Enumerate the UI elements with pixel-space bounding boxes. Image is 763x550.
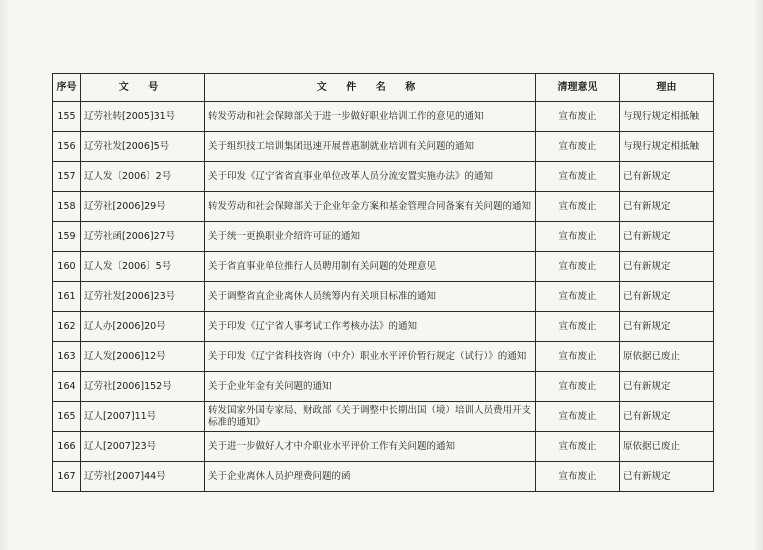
header-file-name: 文 件 名 称 [205,74,536,102]
row-file-name: 关于印发《辽宁省科技咨询（中介）职业水平评价暂行规定（试行）》的通知 [205,342,536,372]
row-opinion: 宣布废止 [536,402,620,432]
row-reason: 原依据已废止 [620,342,714,372]
row-file-name: 关于印发《辽宁省人事考试工作考核办法》的通知 [205,312,536,342]
row-file-name: 关于企业年金有关问题的通知 [205,372,536,402]
row-number: 157 [53,162,81,192]
row-opinion: 宣布废止 [536,102,620,132]
header-reason: 理由 [620,74,714,102]
row-opinion: 宣布废止 [536,342,620,372]
row-reason: 原依据已废止 [620,432,714,462]
table-row [53,462,714,492]
table-row [53,282,714,312]
row-opinion: 宣布废止 [536,192,620,222]
row-number: 160 [53,252,81,282]
row-file-name: 转发劳动和社会保障部关于进一步做好职业培训工作的意见的通知 [205,102,536,132]
row-number: 164 [53,372,81,402]
row-doc-number: 辽人[2007]23号 [81,432,205,462]
row-reason: 与现行规定相抵触 [620,132,714,162]
table-row [53,252,714,282]
row-doc-number: 辽人发〔2006〕2号 [81,162,205,192]
header-opinion: 清理意见 [536,74,620,102]
row-file-name: 关于企业离休人员护理费问题的函 [205,462,536,492]
table-row [53,162,714,192]
table-row [53,102,714,132]
row-doc-number: 辽劳社发[2006]23号 [81,282,205,312]
row-file-name: 关于组织技工培训集团迅速开展普惠制就业培训有关问题的通知 [205,132,536,162]
row-opinion: 宣布废止 [536,222,620,252]
table-row [53,402,714,432]
header-row [53,74,714,102]
row-opinion: 宣布废止 [536,252,620,282]
row-reason: 与现行规定相抵触 [620,102,714,132]
table-row [53,132,714,162]
row-opinion: 宣布废止 [536,312,620,342]
row-opinion: 宣布废止 [536,432,620,462]
table-row [53,312,714,342]
row-file-name: 关于进一步做好人才中介职业水平评价工作有关问题的通知 [205,432,536,462]
header-doc-no: 文 号 [81,74,205,102]
row-doc-number: 辽人办[2006]20号 [81,312,205,342]
row-reason: 已有新规定 [620,222,714,252]
row-doc-number: 辽人[2007]11号 [81,402,205,432]
row-reason: 已有新规定 [620,372,714,402]
table-row [53,372,714,402]
row-number: 162 [53,312,81,342]
row-doc-number: 辽劳社[2007]44号 [81,462,205,492]
table-row [53,432,714,462]
row-file-name: 关于印发《辽宁省省直事业单位改革人员分流安置实施办法》的通知 [205,162,536,192]
row-reason: 已有新规定 [620,402,714,432]
row-file-name: 关于省直事业单位推行人员聘用制有关问题的处理意见 [205,252,536,282]
row-file-name: 关于统一更换职业介绍许可证的通知 [205,222,536,252]
row-number: 161 [53,282,81,312]
row-number: 167 [53,462,81,492]
row-number: 158 [53,192,81,222]
row-number: 159 [53,222,81,252]
row-opinion: 宣布废止 [536,462,620,492]
row-doc-number: 辽人发〔2006〕5号 [81,252,205,282]
row-number: 156 [53,132,81,162]
row-reason: 已有新规定 [620,192,714,222]
row-reason: 已有新规定 [620,162,714,192]
row-reason: 已有新规定 [620,462,714,492]
row-doc-number: 辽劳社[2006]29号 [81,192,205,222]
row-number: 166 [53,432,81,462]
row-opinion: 宣布废止 [536,282,620,312]
row-reason: 已有新规定 [620,312,714,342]
row-doc-number: 辽劳社发[2006]5号 [81,132,205,162]
document-table [52,73,714,492]
row-file-name: 转发国家外国专家局、财政部《关于调整中长期出国（境）培训人员费用开支标准的通知》 [205,402,536,432]
table-row [53,342,714,372]
row-doc-number: 辽人发[2006]12号 [81,342,205,372]
row-file-name: 转发劳动和社会保障部关于企业年金方案和基金管理合同备案有关问题的通知 [205,192,536,222]
row-number: 163 [53,342,81,372]
row-opinion: 宣布废止 [536,162,620,192]
row-number: 165 [53,402,81,432]
row-opinion: 宣布废止 [536,372,620,402]
row-opinion: 宣布废止 [536,132,620,162]
table-row [53,222,714,252]
row-reason: 已有新规定 [620,282,714,312]
table-row [53,192,714,222]
row-reason: 已有新规定 [620,252,714,282]
row-doc-number: 辽劳社[2006]152号 [81,372,205,402]
row-doc-number: 辽劳社函[2006]27号 [81,222,205,252]
header-no: 序号 [53,74,81,102]
row-doc-number: 辽劳社转[2005]31号 [81,102,205,132]
row-file-name: 关于调整省直企业离休人员统筹内有关项目标准的通知 [205,282,536,312]
row-number: 155 [53,102,81,132]
